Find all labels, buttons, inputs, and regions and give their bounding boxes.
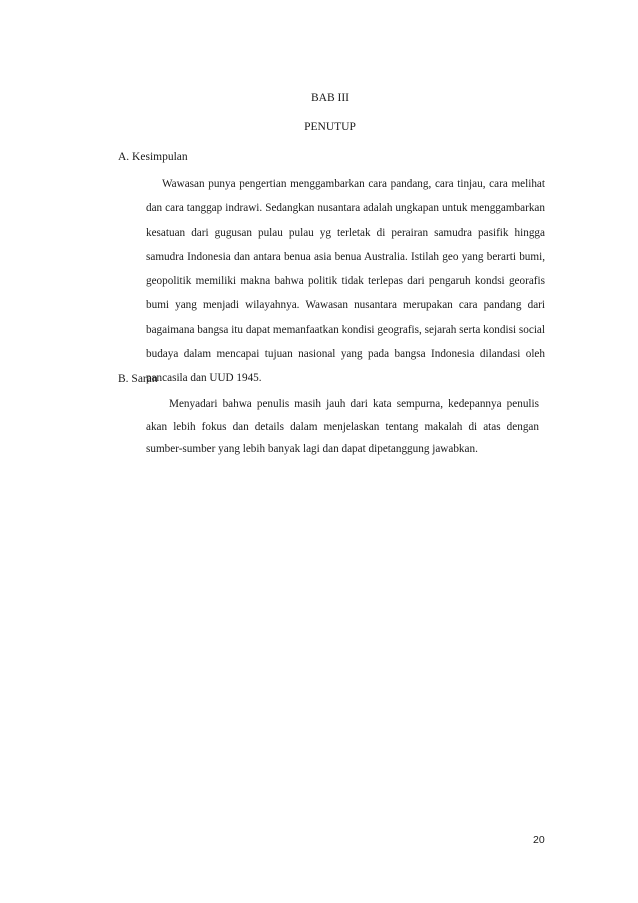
chapter-title: PENUTUP [304, 121, 356, 133]
chapter-number: BAB III [310, 92, 349, 104]
page-number: 20 [533, 834, 545, 846]
paragraph-saran: Menyadari bahwa penulis masih jauh dari kata sempurna, kedepannya penulis akan lebih fokus dan details dalam menjelaskan tentang makalah di atas dengan sumber-sumber yang lebih banyak lagi dan dapat dipetanggung jawabkan. [146, 398, 539, 455]
section-heading-kesimpulan: A. Kesimpulan [118, 151, 188, 163]
section-heading-saran: B. Saran [118, 373, 158, 385]
paragraph-kesimpulan: Wawasan punya pengertian menggambarkan cara pandang, cara tinjau, cara melihat dan cara tanggap indrawi. Sedangkan nusantara adalah ungkapan untuk menggambarkan kesatuan dari gugusan pulau pulau yg terletak di perairan samudra pasifik hingga samudra Indonesia dan antara benua asia benua Australia. Istilah geo yang berarti bumi, geopolitik memiliki makna bahwa politik tidak terlepas dari pengaruh kondsi georafis bumi yang menjadi wilayahnya. Wawasan nusantara merupakan cara pandang dari bagaimana bangsa itu dapat memanfaatkan kondisi geografis, sejarah serta kondisi social budaya dalam mencapai tujuan nasional yang pada bangsa Indonesia dilandasi oleh pancasila dan UUD 1945. [146, 178, 545, 385]
